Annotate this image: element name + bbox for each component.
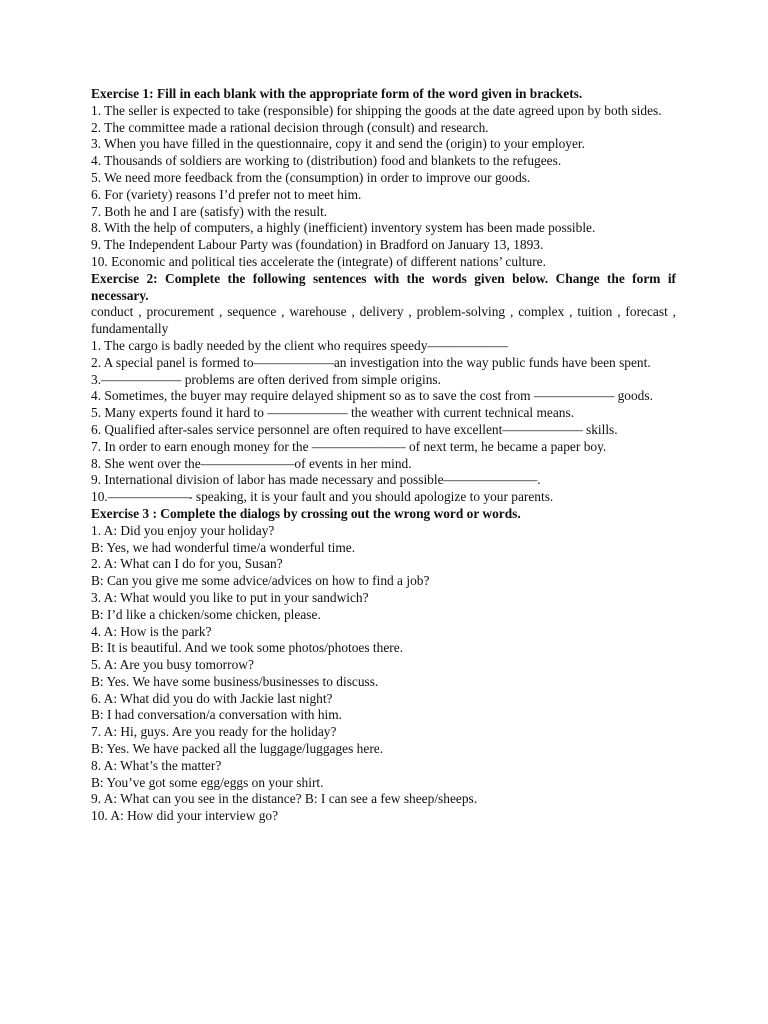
- dialog-line: B: Yes, we had wonderful time/a wonderful time.: [91, 539, 356, 555]
- dialog-line: B: I had conversation/a conversation with him.: [91, 707, 343, 723]
- exercise-2-item: 5. Many experts found it hard to —————— the weather with current technical means.: [91, 405, 575, 421]
- exercise-1-item: 5. We need more feedback from the (consumption) in order to improve our goods.: [91, 169, 531, 185]
- exercise-1: [91, 86, 676, 271]
- dialog-line: B: I’d like a chicken/some chicken, please.: [91, 606, 321, 622]
- worksheet-page: [91, 86, 676, 825]
- exercise-1-item: 3. When you have filled in the questionnaire, copy it and send the (origin) to your employer.: [91, 136, 585, 152]
- exercise-1-item: 6. For (variety) reasons I’d prefer not to meet him.: [91, 186, 362, 202]
- dialog-line: B: Yes. We have packed all the luggage/luggages here.: [91, 741, 384, 757]
- exercise-2-item: 6. Qualified after-sales service personnel are often required to have excellent—————— skills.: [91, 421, 618, 437]
- exercise-2-heading: Exercise 2: Complete the following sentences with the words given below. Change the form if necessary.: [91, 270, 676, 303]
- exercise-1-item: 9. The Independent Labour Party was (foundation) in Bradford on January 13, 1893.: [91, 237, 544, 253]
- exercise-2-item: 7. In order to earn enough money for the ——————— of next term, he became a paper boy.: [91, 438, 607, 454]
- exercise-2-item: 1. The cargo is badly needed by the client who requires speedy——————: [91, 337, 508, 353]
- exercise-3: [91, 506, 676, 825]
- exercise-2: [91, 271, 676, 506]
- exercise-1-item: 7. Both he and I are (satisfy) with the result.: [91, 203, 328, 219]
- exercise-1-item: 4. Thousands of soldiers are working to (distribution) food and blankets to the refugees.: [91, 153, 562, 169]
- dialog-line: 10. A: How did your interview go?: [91, 808, 279, 824]
- exercise-3-heading: Exercise 3 : Complete the dialogs by crossing out the wrong word or words.: [91, 505, 521, 521]
- dialog-line: B: Yes. We have some business/businesses to discuss.: [91, 673, 379, 689]
- exercise-1-item: 10. Economic and political ties accelerate the (integrate) of different nations’ culture.: [91, 253, 546, 269]
- exercise-1-heading: Exercise 1: Fill in each blank with the appropriate form of the word given in brackets.: [91, 86, 583, 101]
- exercise-2-item: 4. Sometimes, the buyer may require delayed shipment so as to save the cost from —————— goods.: [91, 388, 653, 404]
- dialog-line: 4. A: How is the park?: [91, 623, 212, 639]
- dialog-line: 6. A: What did you do with Jackie last night?: [91, 690, 333, 706]
- dialog-line: 5. A: Are you busy tomorrow?: [91, 657, 254, 673]
- exercise-2-item: 8. She went over the———————of events in her mind.: [91, 455, 412, 471]
- dialog-line: 3. A: What would you like to put in your sandwich?: [91, 589, 369, 605]
- word-bank: conduct , procurement , sequence , warehouse , delivery , problem-solving , complex , tuition , forecast , fundamentally: [91, 304, 676, 337]
- exercise-1-item: 1. The seller is expected to take (responsible) for shipping the goods at the date agreed upon by both sides.: [91, 102, 662, 118]
- dialog-line: B: It is beautiful. And we took some photos/photoes there.: [91, 640, 404, 656]
- dialog-line: B: Can you give me some advice/advices on how to find a job?: [91, 573, 430, 589]
- dialog-line: 2. A: What can I do for you, Susan?: [91, 556, 283, 572]
- exercise-2-item: 9. International division of labor has made necessary and possible———————.: [91, 472, 541, 488]
- exercise-1-item: 8. With the help of computers, a highly (inefficient) inventory system has been made possible.: [91, 220, 596, 236]
- dialog-line: 7. A: Hi, guys. Are you ready for the holiday?: [91, 724, 337, 740]
- dialog-line: 9. A: What can you see in the distance? B: I can see a few sheep/sheeps.: [91, 791, 478, 807]
- exercise-1-item: 2. The committee made a rational decision through (consult) and research.: [91, 119, 489, 135]
- dialog-line: 1. A: Did you enjoy your holiday?: [91, 522, 275, 538]
- exercise-2-item: 10.——————- speaking, it is your fault and you should apologize to your parents.: [91, 489, 554, 505]
- exercise-2-item: 3.—————— problems are often derived from simple origins.: [91, 371, 441, 387]
- dialog-line: B: You’ve got some egg/eggs on your shirt.: [91, 774, 324, 790]
- dialog-line: 8. A: What’s the matter?: [91, 757, 222, 773]
- exercise-2-item: 2. A special panel is formed to——————an investigation into the way public funds have been spent.: [91, 354, 651, 370]
